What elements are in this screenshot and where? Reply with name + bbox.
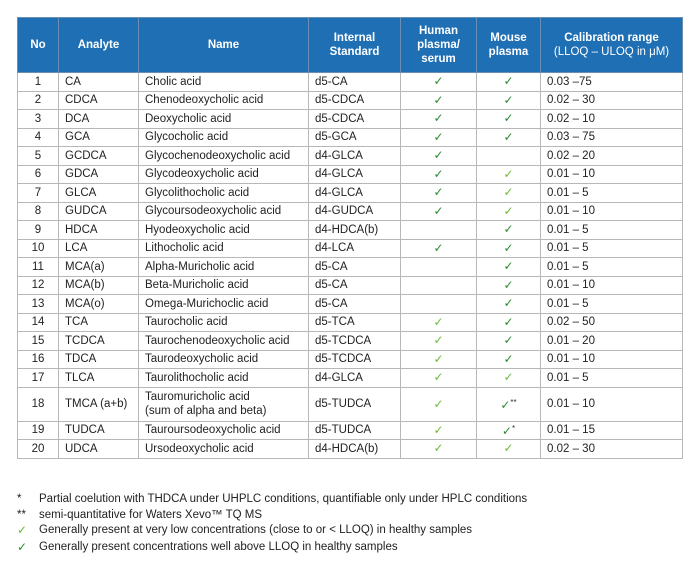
name-text: Deoxycholic acid [145,112,232,125]
analyte-cell: GDCA [59,165,139,184]
mouse-plasma-cell [477,276,541,295]
calibration-range-cell: 0.01 – 5 [541,295,683,314]
table-row [18,165,683,184]
analyte-cell: TLCA [59,369,139,388]
mouse-plasma-cell [477,184,541,203]
mouse-plasma-cell [477,295,541,314]
name-text: Glycochenodeoxycholic acid [145,149,291,162]
header-calibration-sub: (LLOQ – ULOQ in μM) [553,46,670,58]
name-cell [139,421,309,440]
internal-standard-cell: d4-HDCA(b) [309,221,401,240]
mouse-plasma-cell [477,313,541,332]
mouse-plasma-cell [477,73,541,92]
check-icon: ✓ [503,314,514,329]
human-plasma-cell [401,202,477,221]
human-plasma-cell [401,295,477,314]
human-plasma-cell [401,239,477,258]
name-text: Tauromuricholic acid [145,391,250,403]
table-row [18,110,683,129]
calibration-range-cell: 0.01 – 10 [541,165,683,184]
human-plasma-cell [401,421,477,440]
name-text: Taurolithocholic acid [145,371,249,384]
table-row [18,350,683,369]
check-icon: ✓ [503,185,514,200]
header-human-plasma: Human plasma/ serum [401,18,477,73]
row-number: 10 [18,239,59,258]
table-row [18,73,683,92]
row-number: 13 [18,295,59,314]
name-cell [139,73,309,92]
mouse-plasma-cell [477,421,541,440]
human-plasma-cell [401,369,477,388]
header-calibration-title: Calibration range [564,32,659,44]
row-number: 5 [18,147,59,166]
name-text: Beta-Muricholic acid [145,279,249,292]
human-plasma-cell [401,128,477,147]
check-icon: ✓ [433,333,444,348]
check-icon: ✓ [503,203,514,218]
footnote-item [17,508,682,524]
check-icon: ✓ [503,92,514,107]
calibration-range-cell: 0.01 – 10 [541,276,683,295]
internal-standard-cell: d5-TCDCA [309,332,401,351]
check-icon: ✓ [503,166,514,181]
check-icon: ✓ [433,422,444,437]
name-cell [139,313,309,332]
analyte-cell: TUDCA [59,421,139,440]
table-row [18,313,683,332]
internal-standard-cell: d5-CA [309,295,401,314]
mouse-plasma-cell [477,387,541,421]
analyte-cell: TCA [59,313,139,332]
name-cell [139,387,309,421]
footnote-item [17,492,682,508]
table-row [18,239,683,258]
internal-standard-cell: d4-GUDCA [309,202,401,221]
human-plasma-cell [401,165,477,184]
human-plasma-cell [401,221,477,240]
table-row [18,387,683,421]
row-number: 9 [18,221,59,240]
analyte-cell: GCDCA [59,147,139,166]
table-row [18,421,683,440]
analyte-cell: TMCA (a+b) [59,387,139,421]
internal-standard-cell: d4-GLCA [309,147,401,166]
check-icon: ✓ [433,185,444,200]
name-text: Taurochenodeoxycholic acid [145,334,290,347]
row-number: 17 [18,369,59,388]
internal-standard-cell: d5-CA [309,73,401,92]
analyte-cell: GLCA [59,184,139,203]
check-icon: ✓ [503,277,514,292]
analyte-cell: MCA(b) [59,276,139,295]
check-icon: ✓ [433,74,444,89]
name-cell [139,369,309,388]
name-text: Cholic acid [145,75,202,88]
human-plasma-cell [401,184,477,203]
calibration-range-cell: 0.01 – 5 [541,258,683,277]
name-cell [139,91,309,110]
row-number: 11 [18,258,59,277]
name-text: Chenodeoxycholic acid [145,94,264,107]
calibration-range-cell: 0.02 – 30 [541,440,683,459]
check-icon: ✓ [433,441,444,456]
footnote-marker: ** [17,508,26,521]
table-row [18,276,683,295]
human-plasma-cell [401,73,477,92]
human-plasma-cell [401,258,477,277]
check-icon: ✓ [17,523,28,537]
mouse-plasma-cell [477,110,541,129]
internal-standard-cell: d5-TCDCA [309,350,401,369]
internal-standard-cell: d5-CA [309,276,401,295]
name-text: Taurocholic acid [145,316,228,329]
check-icon: ✓ [501,423,512,438]
internal-standard-cell: d5-TCA [309,313,401,332]
internal-standard-cell: d5-CA [309,258,401,277]
bile-acid-table [17,17,683,459]
name-text: Glycodeoxycholic acid [145,168,259,181]
mouse-plasma-cell [477,239,541,258]
row-number: 4 [18,128,59,147]
check-icon: ✓ [433,370,444,385]
name-text: Alpha-Muricholic acid [145,260,255,273]
check-icon: ✓ [433,203,444,218]
table-row [18,369,683,388]
analyte-cell: LCA [59,239,139,258]
footnote-text: Generally present at very low concentrations (close to or < LLOQ) in healthy samples [39,524,473,536]
calibration-range-cell: 0.01 – 15 [541,421,683,440]
name-cell [139,332,309,351]
name-text: Tauroursodeoxycholic acid [145,424,281,437]
name-cell [139,128,309,147]
human-plasma-cell [401,440,477,459]
header-internal-standard: Internal Standard [309,18,401,73]
name-text: Taurodeoxycholic acid [145,353,259,366]
name-cell [139,110,309,129]
name-cell [139,239,309,258]
analyte-cell: MCA(o) [59,295,139,314]
table-row [18,332,683,351]
check-icon: ✓ [17,539,28,554]
check-icon: ✓ [503,351,514,366]
analyte-cell: MCA(a) [59,258,139,277]
mouse-plasma-cell [477,165,541,184]
footnote-text: Generally present concentrations well above LLOQ in healthy samples [39,540,398,553]
check-icon: ✓ [503,222,514,237]
table-row [18,128,683,147]
row-number: 3 [18,110,59,129]
table-row [18,202,683,221]
footnote-marker: * [17,493,22,505]
analyte-cell: CA [59,73,139,92]
name-text: Glycoursodeoxycholic acid [145,205,282,218]
table-row [18,91,683,110]
footnote-text: Partial coelution with THDCA under UHPLC conditions, quantifiable only under HPLC conditions [39,493,528,505]
table-row [18,184,683,203]
row-number: 20 [18,440,59,459]
internal-standard-cell: d5-TUDCA [309,387,401,421]
header-calibration-range [541,18,683,73]
calibration-range-cell: 0.01 – 5 [541,369,683,388]
name-text: Omega-Murichoclic acid [145,297,269,310]
mouse-plasma-cell [477,91,541,110]
check-icon: ✓ [503,129,514,144]
row-number: 6 [18,165,59,184]
check-icon: ✓ [503,111,514,126]
analyte-cell: TDCA [59,350,139,369]
internal-standard-cell: d4-GLCA [309,184,401,203]
table-row [18,440,683,459]
table-row [18,221,683,240]
calibration-range-cell: 0.03 –75 [541,73,683,92]
row-number: 16 [18,350,59,369]
row-number: 2 [18,91,59,110]
analyte-cell: UDCA [59,440,139,459]
mouse-plasma-cell [477,147,541,166]
analyte-cell: DCA [59,110,139,129]
calibration-range-cell: 0.03 – 75 [541,128,683,147]
analyte-cell: GUDCA [59,202,139,221]
check-icon: ✓ [503,370,514,385]
name-text: Glycolithocholic acid [145,186,250,199]
name-text: Glycocholic acid [145,131,229,144]
calibration-range-cell: 0.02 – 30 [541,91,683,110]
name-cell [139,440,309,459]
name-cell [139,147,309,166]
name-text: Hyodeoxycholic acid [145,223,250,236]
check-icon: ✓ [500,397,511,412]
header-no: No [18,18,59,73]
calibration-range-cell: 0.01 – 20 [541,332,683,351]
check-icon: ✓ [433,351,444,366]
name-cell [139,295,309,314]
footnote-marker: * [511,423,516,433]
name-cell [139,276,309,295]
row-number: 12 [18,276,59,295]
row-number: 18 [18,387,59,421]
calibration-range-cell: 0.01 – 10 [541,202,683,221]
human-plasma-cell [401,276,477,295]
footnote-text: semi-quantitative for Waters Xevo™ TQ MS [39,508,263,521]
check-icon: ✓ [433,129,444,144]
name-text: Ursodeoxycholic acid [145,442,254,455]
footnote-marker: ** [510,397,517,407]
row-number: 1 [18,73,59,92]
human-plasma-cell [401,110,477,129]
table-row [18,295,683,314]
human-plasma-cell [401,147,477,166]
calibration-range-cell: 0.02 – 50 [541,313,683,332]
analyte-cell: TCDCA [59,332,139,351]
check-icon: ✓ [503,240,514,255]
check-icon: ✓ [503,259,514,274]
name-cell [139,350,309,369]
mouse-plasma-cell [477,258,541,277]
check-icon: ✓ [433,166,444,181]
check-icon: ✓ [503,441,514,456]
name-cell [139,184,309,203]
footnote-check-icon [17,540,39,557]
internal-standard-cell: d5-GCA [309,128,401,147]
row-number: 14 [18,313,59,332]
calibration-range-cell: 0.01 – 5 [541,221,683,240]
check-icon: ✓ [433,314,444,329]
footnote-check-icon [17,523,39,540]
internal-standard-cell: d4-GLCA [309,165,401,184]
internal-standard-cell: d5-CDCA [309,110,401,129]
calibration-range-cell: 0.02 – 20 [541,147,683,166]
mouse-plasma-cell [477,202,541,221]
analyte-cell: CDCA [59,91,139,110]
name-text: Lithocholic acid [145,242,224,255]
mouse-plasma-cell [477,332,541,351]
name-subtext: (sum of alpha and beta) [145,405,267,417]
table-body [18,73,683,459]
mouse-plasma-cell [477,350,541,369]
table-row [18,258,683,277]
mouse-plasma-cell [477,128,541,147]
row-number: 19 [18,421,59,440]
internal-standard-cell: d4-HDCA(b) [309,440,401,459]
human-plasma-cell [401,350,477,369]
row-number: 8 [18,202,59,221]
human-plasma-cell [401,91,477,110]
name-cell [139,221,309,240]
row-number: 7 [18,184,59,203]
internal-standard-cell: d5-TUDCA [309,421,401,440]
check-icon: ✓ [503,74,514,89]
table-row [18,147,683,166]
calibration-range-cell: 0.01 – 10 [541,350,683,369]
internal-standard-cell: d4-GLCA [309,369,401,388]
human-plasma-cell [401,332,477,351]
check-icon: ✓ [433,396,444,411]
name-cell [139,258,309,277]
analyte-cell: GCA [59,128,139,147]
footnotes [17,492,682,556]
human-plasma-cell [401,313,477,332]
check-icon: ✓ [503,333,514,348]
calibration-range-cell: 0.02 – 10 [541,110,683,129]
mouse-plasma-cell [477,369,541,388]
mouse-plasma-cell [477,440,541,459]
check-icon: ✓ [433,111,444,126]
check-icon: ✓ [433,148,444,163]
footnote-item [17,540,682,557]
header-mouse-plasma: Mouse plasma [477,18,541,73]
internal-standard-cell: d5-CDCA [309,91,401,110]
header-analyte: Analyte [59,18,139,73]
row-number: 15 [18,332,59,351]
internal-standard-cell: d4-LCA [309,239,401,258]
table-header-row [18,18,683,73]
calibration-range-cell: 0.01 – 5 [541,184,683,203]
analyte-cell: HDCA [59,221,139,240]
header-name: Name [139,18,309,73]
name-cell [139,165,309,184]
calibration-range-cell: 0.01 – 10 [541,387,683,421]
name-cell [139,202,309,221]
mouse-plasma-cell [477,221,541,240]
check-icon: ✓ [433,240,444,255]
calibration-range-cell: 0.01 – 5 [541,239,683,258]
footnote-item [17,523,682,540]
check-icon: ✓ [433,92,444,107]
check-icon: ✓ [503,296,514,311]
human-plasma-cell [401,387,477,421]
